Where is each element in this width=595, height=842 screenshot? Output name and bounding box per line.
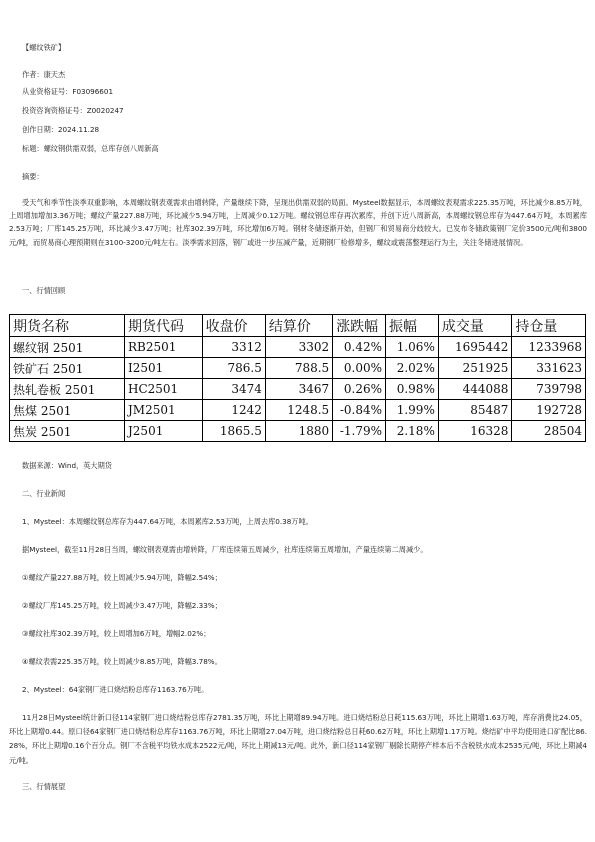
- table-cell: 焦煤 2501: [10, 400, 125, 421]
- table-row: [10, 358, 586, 379]
- table-cell: 铁矿石 2501: [10, 358, 125, 379]
- news-1-item: ①螺纹产量227.88万吨，较上周减少5.94万吨，降幅2.54%；: [22, 573, 222, 582]
- table-cell: 螺纹钢 2501: [10, 337, 125, 358]
- table-cell: 16328: [438, 421, 512, 442]
- abstract-text: 受天气和季节性淡季双重影响，本周螺纹钢表观需求由增转降，产量继续下降，呈现出供需双弱的局面。Mysteel数据显示，本周螺纹表观需求225.35万吨，环比减少8.85万吨，上周增加增加3.36万吨；螺纹产量227.88万吨，环比减少5.94万吨，上周减少0.12万吨。螺纹钢总库存再次累库，并创下近八周新高，本周螺纹钢总库存为447.64万吨，本周累库2.53万吨；厂库145.25万吨，环比减少3.47万吨；社库302.39万吨，环比增加6万吨。钢材冬储逐渐开始，但钢厂和贸易商分歧较大。已发布冬储政策钢厂定价3500元/吨和3800元/吨，而贸易商心理预期则在3100-3200元/吨左右。淡季需求回落，钢厂或进一步压减产量，近期钢厂检修增多，螺纹或震荡整理运行为主，关注冬储进展情况。: [9, 198, 587, 247]
- table-cell: 0.42%: [333, 337, 386, 358]
- table-cell: 1.99%: [386, 400, 439, 421]
- abstract-label: 摘要：: [22, 172, 44, 181]
- table-cell: 85487: [438, 400, 512, 421]
- table-cell: 251925: [438, 358, 512, 379]
- table-cell: 1865.5: [202, 421, 265, 442]
- table-cell: 28504: [512, 421, 586, 442]
- table-cell: 焦炭 2501: [10, 421, 125, 442]
- table-header-cell: 成交量: [438, 315, 512, 337]
- table-cell: 2.02%: [386, 358, 439, 379]
- table-row: [10, 421, 586, 442]
- table-cell: 3312: [202, 337, 265, 358]
- table-header-cell: 振幅: [386, 315, 439, 337]
- table-cell: 786.5: [202, 358, 265, 379]
- table-cell: J2501: [124, 421, 202, 442]
- table-cell: 0.00%: [333, 358, 386, 379]
- table-header-cell: 期货名称: [10, 315, 125, 337]
- table-header-cell: 涨跌幅: [333, 315, 386, 337]
- table-header-cell: 持仓量: [512, 315, 586, 337]
- table-cell: 788.5: [265, 358, 332, 379]
- table-header-cell: 期货代码: [124, 315, 202, 337]
- table-cell: 192728: [512, 400, 586, 421]
- table-cell: 1248.5: [265, 400, 332, 421]
- advisory-license-line: 投资咨询资格证号：Z0020247: [22, 106, 124, 115]
- table-cell: 1233968: [512, 337, 586, 358]
- table-cell: 1695442: [438, 337, 512, 358]
- table-row: [10, 400, 586, 421]
- table-cell: -0.84%: [333, 400, 386, 421]
- table-cell: I2501: [124, 358, 202, 379]
- table-cell: 3474: [202, 379, 265, 400]
- news-1-item: ③螺纹社库302.39万吨，较上周增加6万吨，增幅2.02%；: [22, 629, 211, 638]
- table-cell: 2.18%: [386, 421, 439, 442]
- table-row: [10, 379, 586, 400]
- market-table: [9, 314, 586, 442]
- data-source-note: 数据来源：Wind，英大期货: [22, 461, 112, 470]
- table-cell: 3302: [265, 337, 332, 358]
- table-row: [10, 337, 586, 358]
- table-cell: -1.79%: [333, 421, 386, 442]
- news-1-item: ④螺纹表需225.35万吨，较上周减少8.85万吨，降幅3.78%。: [22, 657, 222, 666]
- table-cell: HC2501: [124, 379, 202, 400]
- news-1-title: 1、Mysteel：本周螺纹钢总库存为447.64万吨，本周累库2.53万吨，上周去库0.38万吨。: [22, 517, 313, 526]
- license-line: 从业资格证号：F03096601: [22, 87, 114, 96]
- table-cell: 0.98%: [386, 379, 439, 400]
- table-cell: 1880: [265, 421, 332, 442]
- table-cell: 0.26%: [333, 379, 386, 400]
- title-line: 标题：螺纹钢供需双弱，总库存创八周新高: [22, 144, 159, 153]
- table-header-cell: 收盘价: [202, 315, 265, 337]
- news-2-title: 2、Mysteel：64家钢厂进口烧结粉总库存1163.76万吨。: [22, 685, 209, 694]
- news-1-item: ②螺纹厂库145.25万吨，较上周减少3.47万吨，降幅2.33%；: [22, 601, 222, 610]
- section-title-industry-news: 二、行业新闻: [22, 489, 66, 498]
- table-cell: 739798: [512, 379, 586, 400]
- category-tag: 【螺纹铁矿】: [22, 43, 66, 52]
- table-cell: 热轧卷板 2501: [10, 379, 125, 400]
- table-cell: 1.06%: [386, 337, 439, 358]
- table-cell: RB2501: [124, 337, 202, 358]
- table-cell: 444088: [438, 379, 512, 400]
- table-cell: 1242: [202, 400, 265, 421]
- table-cell: JM2501: [124, 400, 202, 421]
- table-header-cell: 结算价: [265, 315, 332, 337]
- date-line: 创作日期：2024.11.28: [22, 125, 100, 134]
- news-1-intro: 据Mysteel，截至11月28日当周，螺纹钢表观需由增转降，厂库连续第五周减少，社库连续第五周增加，产量连续第二周减少。: [22, 545, 428, 554]
- table-header-row: [10, 315, 586, 337]
- table-cell: 331623: [512, 358, 586, 379]
- section-title-outlook: 三、行情展望: [22, 782, 66, 791]
- table-cell: 3467: [265, 379, 332, 400]
- author-line: 作者：康天杰: [22, 70, 66, 79]
- news-2-text: 11月28日Mysteel统计新口径114家钢厂进口烧结粉总库存2781.35万吨，环比上期增89.94万吨。进口烧结粉总日耗115.63万吨，环比上期增1.63万吨，库存消费比24.05，环比上期增0.44。原口径64家钢厂进口烧结粉总库存1163.76万吨，环比上期增27.04万吨，进口烧结粉总日耗60.62万吨，环比上期增1.17万吨。烧结矿中平均使用进口矿配比86.28%，环比上期增0.16个百分点。钢厂不含税平均铁水成本2522元/吨，环比上期减13元/吨。此外，新口径114家钢厂剔除长期停产样本后不含税铁水成本2535元/吨，环比上期减4元/吨。: [9, 713, 587, 765]
- section-title-market-review: 一、行情回顾: [22, 286, 66, 295]
